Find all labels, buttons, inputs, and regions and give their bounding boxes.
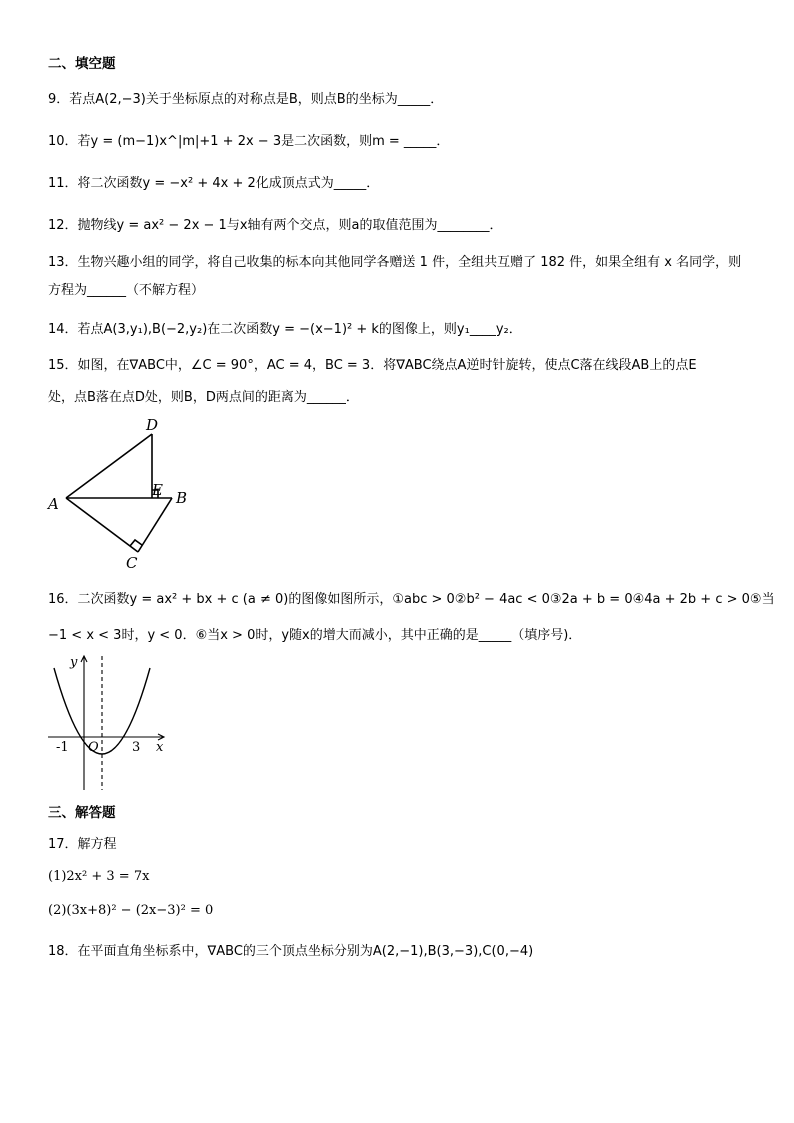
right-angle-mark-C <box>130 540 142 546</box>
section-heading-solve: 三、解答题 <box>48 805 116 821</box>
label-A: A <box>48 495 59 513</box>
question-15-line-1: 15．如图，在∇ABC中，∠C = 90°，AC = 4，BC = 3．将∇ABC绕点A逆时针旋转，使点C落在线段AB上的点E <box>48 358 697 373</box>
label-D: D <box>146 416 159 434</box>
label-E: E <box>152 481 163 499</box>
label-y-axis: y <box>70 655 78 670</box>
question-15-line-2: 处，点B落在点D处，则B，D两点间的距离为______． <box>48 390 359 405</box>
label-neg1: -1 <box>56 740 69 755</box>
question-11: 11．将二次函数y = −x² + 4x + 2化成顶点式为_____． <box>48 176 380 191</box>
segment-CB <box>138 498 172 552</box>
question-10: 10．若y = (m−1)x^|m|+1 + 2x − 3是二次函数，则m = _____． <box>48 134 450 149</box>
question-17-part-1: (1)2x² + 3 = 7x <box>48 869 150 884</box>
question-17: 17．解方程 <box>48 837 117 852</box>
question-14: 14．若点A(3,y₁),B(−2,y₂)在二次函数y = −(x−1)² + k的图像上，则y₁____y₂． <box>48 322 522 337</box>
label-x-axis: x <box>156 740 164 755</box>
segment-AD <box>66 434 152 498</box>
figure-15-triangle <box>40 412 200 572</box>
segment-AC <box>66 498 138 552</box>
question-16-line-1: 16．二次函数y = ax² + bx + c (a ≠ 0)的图像如图所示，①abc > 0②b² − 4ac < 0③2a + b = 0④4a + 2b + c > 0⑤当 <box>48 592 775 607</box>
question-12: 12．抛物线y = ax² − 2x − 1与x轴有两个交点，则a的取值范围为________． <box>48 218 503 233</box>
label-three: 3 <box>132 740 141 755</box>
question-16-line-2: −1 < x < 3时，y < 0．⑥当x > 0时，y随x的增大而减小，其中正确的是_____（填序号)． <box>48 628 582 643</box>
figure-16-parabola <box>44 650 174 796</box>
question-17-part-2: (2)(3x+8)² − (2x−3)² = 0 <box>48 903 214 918</box>
label-origin: O <box>88 740 99 755</box>
section-heading-fill-in: 二、填空题 <box>48 56 116 72</box>
question-9: 9．若点A(2,−3)关于坐标原点的对称点是B，则点B的坐标为_____． <box>48 92 444 107</box>
question-13: 13．生物兴趣小组的同学，将自己收集的标本向其他同学各赠送 1 件，全组共互赠了 182 件，如果全组有 x 名同学，则方程为______（不解方程） <box>48 255 742 298</box>
question-18: 18．在平面直角坐标系中，∇ABC的三个顶点坐标分别为A(2,−1),B(3,−3),C(0,−4) <box>48 944 534 959</box>
label-B: B <box>176 489 188 507</box>
label-C: C <box>126 554 138 572</box>
